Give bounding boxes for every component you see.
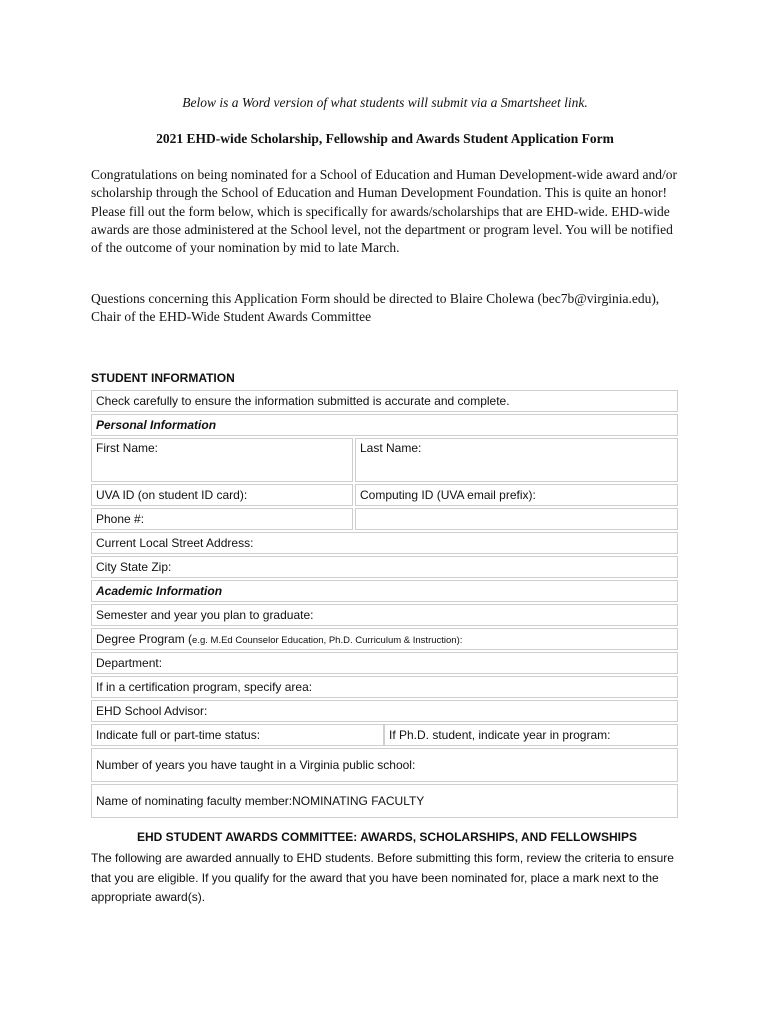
- status-field[interactable]: Indicate full or part-time status:: [91, 724, 384, 746]
- degree-program-example: e.g. M.Ed Counselor Education, Ph.D. Curriculum & Instruction):: [192, 635, 463, 646]
- years-taught-field[interactable]: Number of years you have taught in a Virginia public school:: [91, 748, 678, 782]
- empty-cell[interactable]: [355, 508, 678, 530]
- degree-program-label: Degree Program (: [96, 632, 193, 646]
- congratulations-paragraph: Congratulations on being nominated for a School of Education and Human Development-wide award and/or scholarship through the School of Education and Human Development Foundation. This is quite an honor! Please fill out the form below, which is specifically for awards/scholarships that are EHD-wide. EHD-wide awards are those administered at the School level, not the department or program level. You will be notified of the outcome of your nomination by mid to late March.: [91, 167, 677, 256]
- academic-information-heading: Academic Information: [91, 580, 678, 602]
- computing-id-field[interactable]: Computing ID (UVA email prefix):: [355, 484, 678, 506]
- awards-text: The following are awarded annually to EHD students. Before submitting this form, review the criteria to ensure that you are eligible. If you qualify for the award that you have been nominated for, place a mark next to the appropriate award(s).: [91, 851, 674, 904]
- student-information-table: [89, 388, 680, 820]
- uva-id-field[interactable]: UVA ID (on student ID card):: [91, 484, 353, 506]
- graduation-field[interactable]: Semester and year you plan to graduate:: [91, 604, 678, 626]
- status-row: [91, 724, 678, 746]
- department-field[interactable]: Department:: [91, 652, 678, 674]
- degree-program-field[interactable]: [91, 628, 678, 650]
- phd-year-field[interactable]: If Ph.D. student, indicate year in program:: [384, 724, 678, 746]
- advisor-field[interactable]: EHD School Advisor:: [91, 700, 678, 722]
- certification-field[interactable]: If in a certification program, specify area:: [91, 676, 678, 698]
- city-state-zip-field[interactable]: City State Zip:: [91, 556, 678, 578]
- instruction-cell: Check carefully to ensure the information submitted is accurate and complete.: [91, 390, 678, 412]
- phone-field[interactable]: Phone #:: [91, 508, 353, 530]
- intro-note: Below is a Word version of what students will submit via a Smartsheet link.: [182, 95, 588, 110]
- awards-heading: EHD STUDENT AWARDS COMMITTEE: AWARDS, SCHOLARSHIPS, AND FELLOWSHIPS: [136, 830, 637, 844]
- personal-information-heading: Personal Information: [91, 414, 678, 436]
- nominating-faculty-field[interactable]: Name of nominating faculty member:NOMINATING FACULTY: [91, 784, 678, 818]
- student-information-heading: STUDENT INFORMATION: [91, 371, 235, 385]
- last-name-field[interactable]: Last Name:: [355, 438, 678, 482]
- questions-paragraph: Questions concerning this Application Form should be directed to Blaire Cholewa (bec7b@virginia.edu), Chair of the EHD-Wide Student Awards Committee: [91, 291, 660, 325]
- form-title: 2021 EHD-wide Scholarship, Fellowship and Awards Student Application Form: [156, 131, 614, 146]
- first-name-field[interactable]: First Name:: [91, 438, 353, 482]
- address-field[interactable]: Current Local Street Address:: [91, 532, 678, 554]
